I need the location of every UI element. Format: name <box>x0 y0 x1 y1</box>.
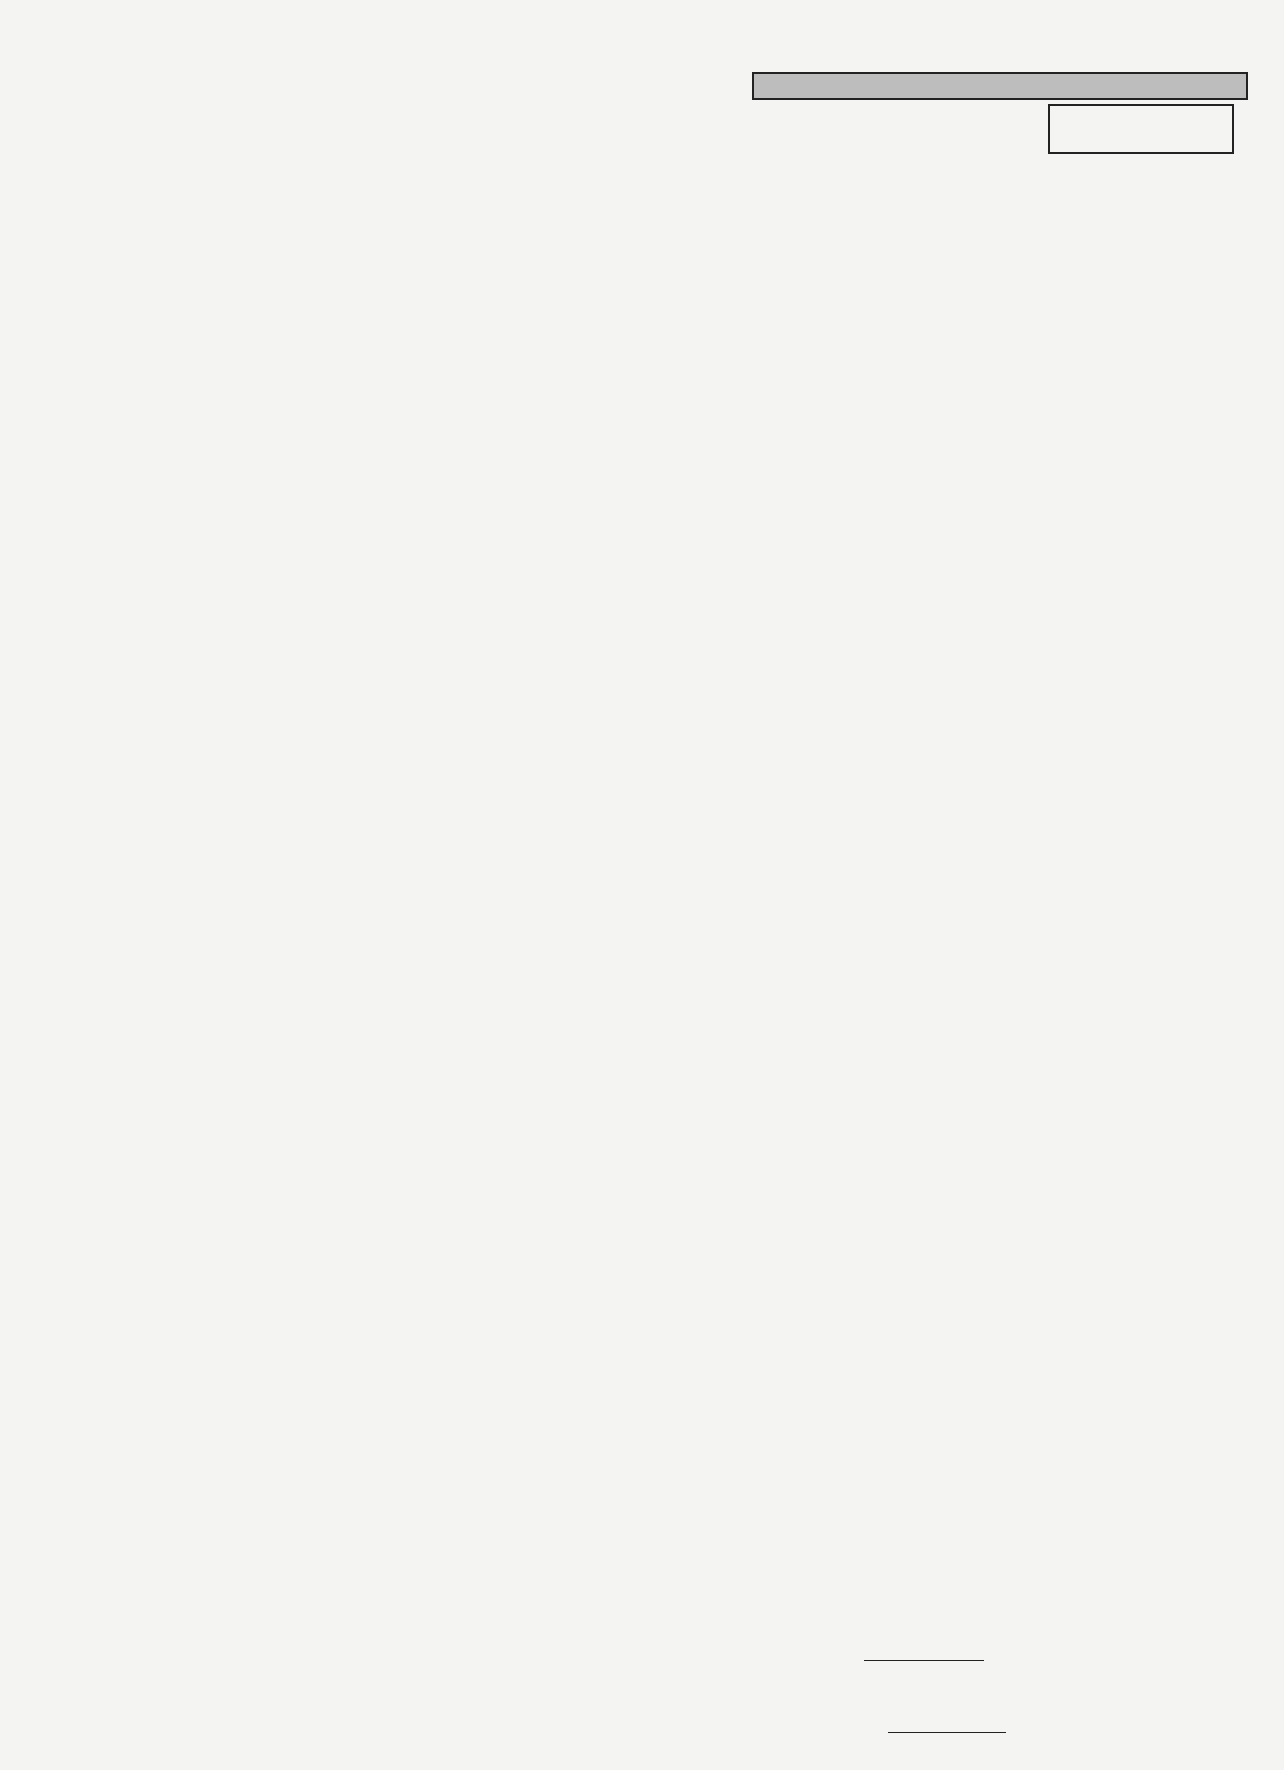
chief-secretary-signature-line <box>888 1732 1006 1733</box>
chief-judge-signature-line <box>864 1660 984 1661</box>
